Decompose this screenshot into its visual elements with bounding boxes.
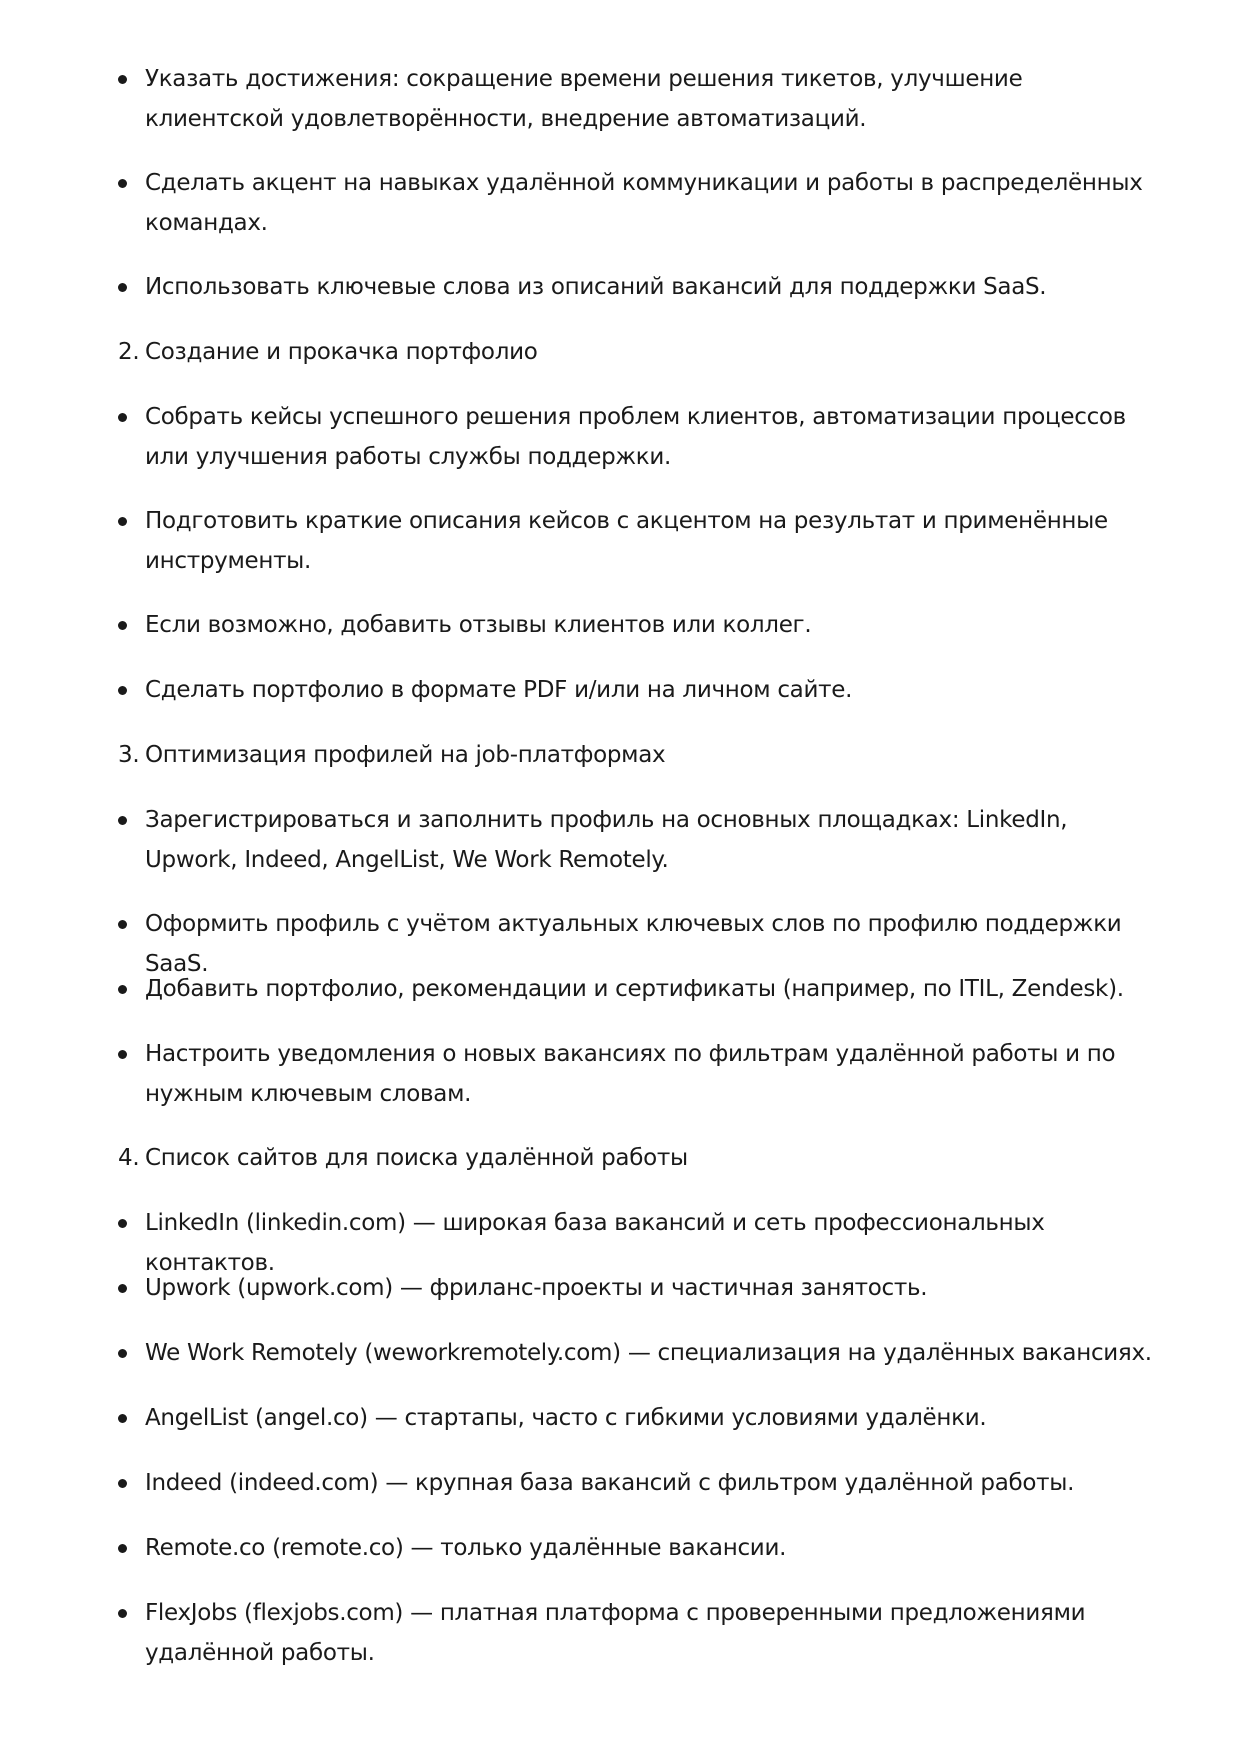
list-item: Сделать портфолио в формате PDF и/или на личном сайте. [145,670,1155,710]
list-item: Зарегистрироваться и заполнить профиль на основных площадках: LinkedIn, Upwork, Indeed, AngelList, We Work Remotely. [145,800,1155,880]
section-heading: 2. Создание и прокачка портфолио [145,332,1155,372]
section-heading: 3. Оптимизация профилей на job-платформах [145,735,1155,775]
list-item: Remote.co (remote.co) — только удалённые вакансии. [145,1528,1155,1568]
list-item: Сделать акцент на навыках удалённой коммуникации и работы в распределённых командах. [145,163,1155,243]
list-item: Подготовить краткие описания кейсов с акцентом на результат и применённые инструменты. [145,501,1155,581]
list-item: FlexJobs (flexjobs.com) — платная платформа с проверенными предложениями удалённой работы. [145,1593,1155,1673]
list-item: Если возможно, добавить отзывы клиентов или коллег. [145,605,1155,645]
list-item: We Work Remotely (weworkremotely.com) — специализация на удалённых вакансиях. [145,1333,1155,1373]
list-item: Upwork (upwork.com) — фриланс-проекты и частичная занятость. [145,1268,1155,1308]
section-number: 2. [118,339,140,365]
list-item: Настроить уведомления о новых вакансиях по фильтрам удалённой работы и по нужным ключевым словам. [145,1034,1155,1114]
list-item: Собрать кейсы успешного решения проблем клиентов, автоматизации процессов или улучшения работы службы поддержки. [145,397,1155,477]
section-number: 3. [118,742,140,768]
list-item: Indeed (indeed.com) — крупная база вакансий с фильтром удалённой работы. [145,1463,1155,1503]
list-item: AngelList (angel.co) — стартапы, часто с гибкими условиями удалёнки. [145,1398,1155,1438]
section-heading: 4. Список сайтов для поиска удалённой работы [145,1138,1155,1178]
list-item: Оформить профиль с учётом актуальных ключевых слов по профилю поддержки SaaS. [145,904,1155,984]
list-item: Добавить портфолио, рекомендации и сертификаты (например, по ITIL, Zendesk). [145,969,1155,1009]
list-item: Указать достижения: сокращение времени решения тикетов, улучшение клиентской удовлетворённости, внедрение автоматизаций. [145,59,1155,139]
section-number: 4. [118,1145,140,1171]
list-item: LinkedIn (linkedin.com) — широкая база вакансий и сеть профессиональных контактов. [145,1203,1155,1283]
list-item: Использовать ключевые слова из описаний вакансий для поддержки SaaS. [145,267,1155,307]
